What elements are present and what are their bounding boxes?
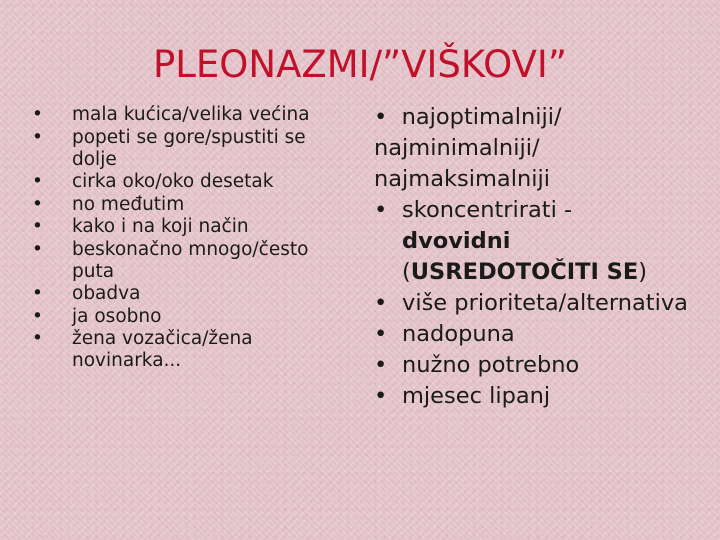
bullet-glyph: • <box>32 193 43 215</box>
bullet-glyph: • <box>374 383 388 409</box>
list-item-text: najminimalniji/ <box>374 135 540 161</box>
list-item-text: obadva <box>72 283 141 304</box>
list-item-text: mala kućica/velika većina <box>72 104 310 125</box>
bullet-glyph: • <box>374 321 388 347</box>
list-item-continuation <box>374 226 710 257</box>
list-item <box>24 171 344 193</box>
list-item <box>24 216 344 238</box>
list-item <box>24 194 344 216</box>
list-item-text: no međutim <box>72 193 185 215</box>
left-bullet-list <box>24 104 344 373</box>
list-item-text: najoptimalniji/ <box>401 104 562 130</box>
list-item-text: cirka oko/oko desetak <box>72 171 274 192</box>
bold-term: USREDOTOČITI SE <box>410 259 639 285</box>
bullet-glyph: • <box>32 283 43 304</box>
list-item <box>374 381 710 412</box>
bullet-glyph: • <box>32 216 43 237</box>
list-item-text: nužno potrebno <box>402 352 580 378</box>
list-item <box>24 306 344 328</box>
list-item <box>374 288 710 319</box>
list-item-text: mjesec lipanj <box>402 383 551 409</box>
bullet-glyph: • <box>374 352 388 378</box>
bullet-glyph: • <box>32 171 43 192</box>
bullet-glyph: • <box>374 290 388 316</box>
list-item-text: ja osobno <box>72 305 162 327</box>
list-item-continuation <box>374 257 710 288</box>
list-item <box>24 127 344 171</box>
bullet-glyph: • <box>32 238 43 260</box>
list-item-text: kako i na koji način <box>72 216 249 237</box>
list-item-text: nadopuna <box>402 321 515 347</box>
list-item <box>24 104 344 126</box>
list-item <box>24 283 344 305</box>
list-item-text: beskonačno mnogo/često puta <box>72 238 309 282</box>
list-item <box>374 350 710 381</box>
right-bullet-list <box>374 102 710 412</box>
list-item-text: više prioriteta/alternativa <box>402 290 688 316</box>
list-item <box>374 102 710 195</box>
list-item-text: žena vozačica/žena novinarka... <box>72 328 253 371</box>
bullet-glyph: • <box>32 305 43 327</box>
list-item <box>374 195 710 226</box>
bold-term: dvovidni <box>402 228 511 254</box>
list-item <box>374 319 710 350</box>
list-item-text: najmaksimalniji <box>374 166 550 192</box>
paren-close: ) <box>638 259 648 285</box>
bullet-glyph: • <box>374 104 388 130</box>
bullet-glyph: • <box>32 104 43 125</box>
paren-open: ( <box>402 259 411 285</box>
bullet-glyph: • <box>32 328 43 349</box>
bullet-glyph: • <box>32 126 43 148</box>
list-item-text: popeti se gore/spustiti se dolje <box>72 126 306 170</box>
list-item-text: skoncentrirati - <box>402 197 573 223</box>
slide-title: PLEONAZMI/”VIŠKOVI” <box>152 43 568 86</box>
bullet-glyph: • <box>374 197 388 223</box>
list-item <box>24 328 344 372</box>
list-item <box>24 239 344 283</box>
